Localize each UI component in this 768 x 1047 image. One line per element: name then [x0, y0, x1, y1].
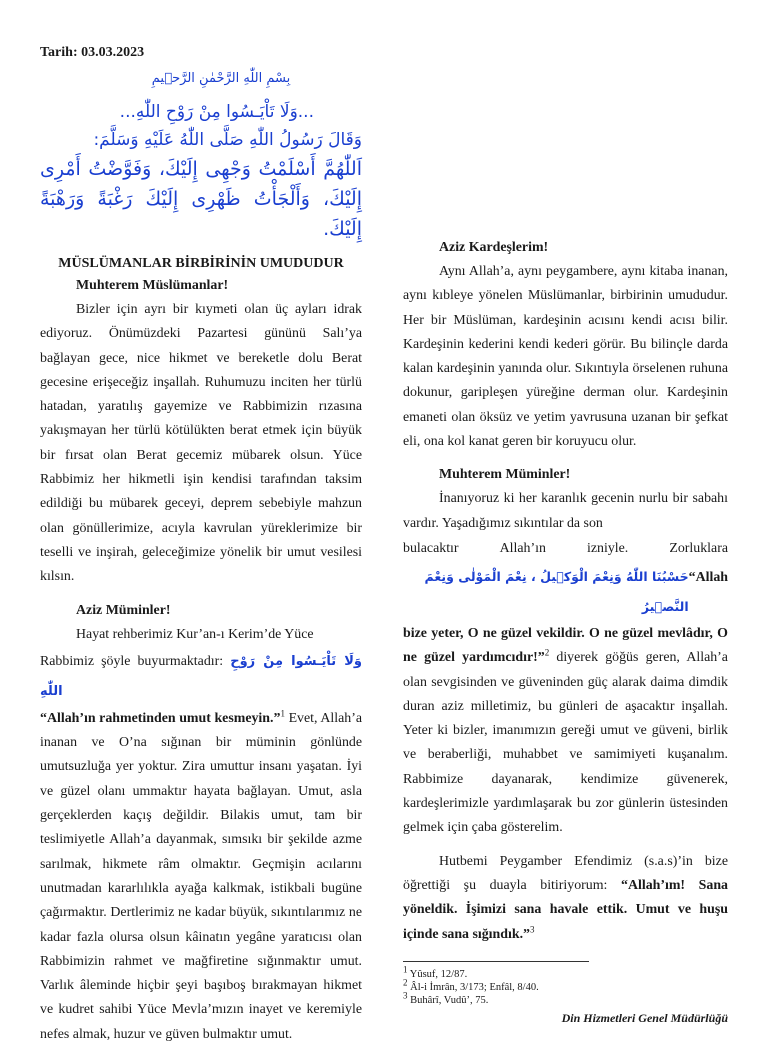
footnote-1: $^1$ Yûsuf, 12/87. — [403, 964, 468, 980]
heading-muhterem-muslumanlar: Muhterem Müslümanlar! — [76, 278, 229, 293]
paragraph-1: Bizler için ayrı bir kıymeti olan üç ayları idrak ediyoruz. Önümüzdeki Pazartesi gününü Salı’ya bağlayan gece, nice hikmet ve bereketle dolu Berat gecesine erişeceğiz inşallah. Ruhumuzu inciten her türlü hatadan, yaratılış gayemize ve Rabbimizin rızasına yakışmayan her türlü kötülükten berat etmek için büyük bir fırsat olan Berat gecemiz mübarek olsun. Yüce Rabbimiz her hikmetli işin kendisi tarafından taksim edildiği bu mübarek geceyi, deprem sebebiyle mahzun olan gönüllerimize, acıyla kavrulan yüreklerimize bir teselli ve inşirah, geleceğimize yönelik bir umut vesilesi kılsın. — [40, 302, 362, 585]
dua-arabic: اَللّٰهُمَّ أَسْلَمْتُ وَجْهِى إِلَيْكَ، وَفَوَّضْتُ أَمْرِى إِلَيْكَ، وَأَلْجَأْتُ ظَهْرِى إِلَيْكَ رَغْبَةً وَرَهْبَةً إِلَيْكَ. — [40, 158, 362, 240]
footnote-2: $^2$ Âl-i İmrân, 3/173; Enfâl, 8/40. — [403, 977, 539, 993]
heading-muhterem-muminler: Muhterem Müminler! — [439, 467, 571, 483]
ayah-arabic: ...وَلَا تَاْيَـسُوا مِنْ رَوْحِ اللّٰهِ... — [119, 102, 314, 122]
hasbunallah-line: حَسْبُنَا اللّٰهُ وَنِعْمَ الْوَك۪يلُ ، نِعْمَ الْمَوْلٰى وَنِعْمَ النَّص۪يرُ “Allah — [403, 562, 728, 622]
paragraph-5-line: bulacaktır Allah’ın izniyle. Zorluklara — [403, 540, 728, 556]
inline-ayah-arabic: وَلَا تَاْيَـسُوا مِنْ رَوْحِ اللّٰهِ — [40, 653, 362, 699]
quote-rahmet: “Allah’ın rahmetinden umut kesmeyin.” — [40, 710, 281, 726]
paragraph-2a: Hayat rehberimiz Kur’an-ı Kerim’de Yüce — [76, 626, 314, 642]
hasbunallah-arabic: حَسْبُنَا اللّٰهُ وَنِعْمَ الْوَك۪يلُ ، نِعْمَ الْمَوْلٰى وَنِعْمَ النَّص۪يرُ — [424, 568, 689, 614]
quote-dua: “Allah’ım! Sana yöneldik. İşimizi sana havale ettik. Umut ve huşu içinde sana sığındık.” — [403, 877, 728, 942]
paragraph-5b: bize yeter, O ne güzel vekildir. O ne güzel mevlâdır, O ne güzel yardımcıdır!”$^2$ diyerek göğüs geren, Allah’a olan sevgisinden ve güveninden güç alarak daima dimdik duran aziz milletimiz, bu günleri de aşacaktır inşallah. Yeter ki bizler, imanımızın gereği umut ve güveni, birlik ve beraberliği, muhabbet ve samimiyeti kuşanalım. Rabbimize dayanarak, kendimize güvenerek, kardeşlerimizle yardımlaşarak bu zor günlerin üstesinden gelmek için çaba gösterelim. — [403, 625, 728, 836]
heading-aziz-muminler: Aziz Müminler! — [76, 602, 171, 618]
sermon-title: MÜSLÜMANLAR BİRBİRİNİN UMUDUDUR — [58, 256, 344, 271]
left-column — [40, 42, 362, 1047]
footnote-ref-3: 3 — [530, 923, 535, 934]
paragraph-2b: Rabbimiz şöyle buyurmaktadır: وَلَا تَاْيَـسُوا مِنْ رَوْحِ اللّٰهِ — [40, 653, 362, 699]
footnote-divider — [403, 961, 589, 962]
quote-hasbunallah: bize yeter, O ne güzel vekildir. O ne güzel mevlâdır, O ne güzel yardımcıdır!” — [403, 625, 728, 666]
signature: Din Hizmetleri Genel Müdürlüğü — [561, 1010, 728, 1025]
hadith-intro-arabic: وَقَالَ رَسُولُ اللّٰهِ صَلَّى اللّٰهُ عَلَيْهِ وَسَلَّمَ: — [93, 130, 362, 150]
basmala-calligraphy: بِسْمِ اللّٰهِ الرَّحْمٰنِ الرَّح۪يمِ — [151, 71, 291, 86]
date: Tarih: 03.03.2023 — [40, 45, 145, 60]
footnote-ref-2: 2 — [544, 647, 550, 658]
heading-aziz-kardeslerim: Aziz Kardeşlerim! — [439, 240, 549, 255]
paragraph-6: Hutbemi Peygamber Efendimiz (s.a.s)’in bize öğrettiği şu duayla bitiriyorum: “Allah’ım! Sana yöneldik. İşimizi sana havale ettik. Umut ve huşu içinde sana sığındık.”$^3$ — [403, 853, 728, 942]
right-column — [403, 236, 728, 1025]
footnote-ref-1: 1 — [280, 708, 285, 719]
paragraph-4: Aynı Allah’a, aynı peygambere, aynı kitaba inanan, aynı kıbleye yönelen Müslümanlar, birbirinin umududur. Her bir Müslüman, kardeşinin acısını kendi acısı bilir. Kardeşinin kederini kendi kederi görür. Bu bilinçle darda kalan kardeşinin yanında olur. Sıkıntıyla örselenen ruhuna dokunur, garipleşen yüreğine derman olur. Kardeşinin emaneti olan öksüz ve yetim yavrusuna uzanan bir şefkat eli, ona kol kanat geren bir koruyucu olur. — [403, 264, 728, 450]
paragraph-5a: İnanıyoruz ki her karanlık gecenin nurlu bir sabahı vardır. Yaşadığımız sıkıntılar da son — [403, 491, 728, 531]
footnote-3: $^3$ Buhârî, Vudû’, 75. — [403, 990, 489, 1006]
paragraph-3: “Allah’ın rahmetinden umut kesmeyin.”$^1$ Evet, Allah’a inanan ve O’na sığınan bir müminin gönlünde umutsuzluğa yer yoktur. Zira umuttur insanı yaşatan. İyi ve güzel olanı ummaktır hayata bağlayan. Umut, asla gerçeklerden kaçış değildir. Bilakis umut, tam bir teslimiyetle Allah’a dayanmak, sımsıkı bir şekilde azme sarılmak, hikmete râm olmaktır. Geçmişin acılarını unutmadan kararlılıkla ayağa kalkmak, istikbali bugüne çağırmaktır. Dertlerimiz ne kadar büyük, sıkıntılarımız ne kadar fazla olursa olsun kâinatın yegâne yaratıcısı olan Rabbimizin rahmet ve mağfiretine sığınmaktır umut. Varlık âleminde hiçbir şeyi başıboş bırakmayan hikmet ve kudret sahibi Yüce Mevla’mızın inayet ve keremiyle nefes almak, huzur ve güven bulmaktır umut. — [40, 708, 362, 1042]
